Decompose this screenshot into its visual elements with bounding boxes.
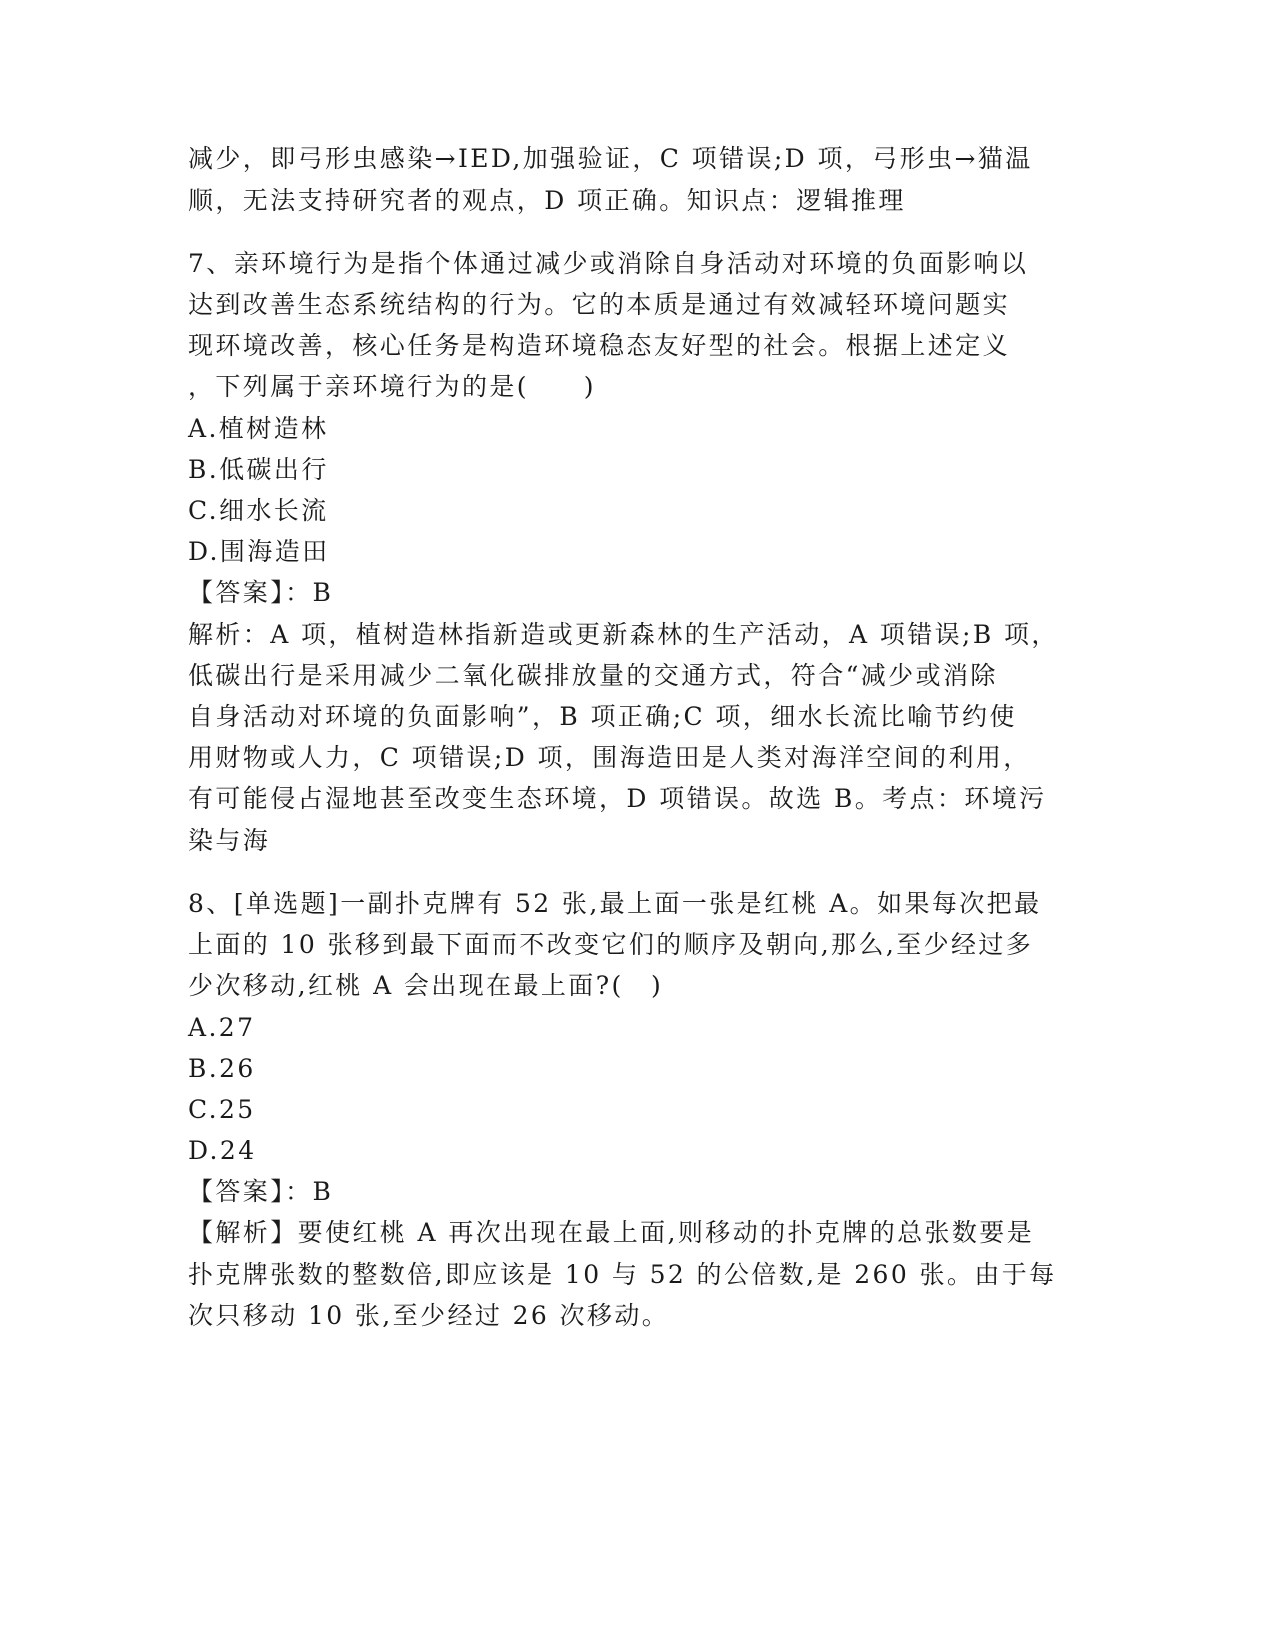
q7-stem-line: 现环境改善，核心任务是构造环境稳态友好型的社会。根据上述定义 [188, 331, 1011, 360]
q7-analysis-line: 用财物或人力，C 项错误;D 项，围海造田是人类对海洋空间的利用， [188, 743, 1031, 772]
intro-line: 顺，无法支持研究者的观点，D 项正确。知识点：逻辑推理 [188, 186, 906, 215]
q8-stem-line: 8、[单选题]一副扑克牌有 52 张,最上面一张是红桃 A。如果每次把最 [188, 889, 1042, 918]
q7-analysis-line: 染与海 [188, 826, 271, 855]
q8-answer: 【答案】：B [188, 1177, 334, 1206]
q8-option-b: B.26 [188, 1054, 256, 1083]
q8-option-c: C.25 [188, 1095, 256, 1124]
q8-analysis-line: 扑克牌张数的整数倍,即应该是 10 与 52 的公倍数,是 260 张。由于每 [188, 1260, 1057, 1289]
q7-analysis-line: 自身活动对环境的负面影响”，B 项正确;C 项，细水长流比喻节约使 [188, 702, 1017, 731]
q8-stem-line: 上面的 10 张移到最下面而不改变它们的顺序及朝向,那么,至少经过多 [188, 930, 1034, 959]
q8-stem-line: 少次移动,红桃 A 会出现在最上面?( ) [188, 971, 664, 1000]
q7-stem-line: ，下列属于亲环境行为的是( ) [188, 372, 596, 401]
q7-analysis-line: 低碳出行是采用减少二氧化碳排放量的交通方式，符合“减少或消除 [188, 661, 998, 690]
q8-option-d: D.24 [188, 1136, 257, 1165]
q7-option-a: A.植树造林 [188, 414, 329, 443]
q7-stem-line: 达到改善生态系统结构的行为。它的本质是通过有效减轻环境问题实 [188, 290, 1011, 319]
q8-analysis-line: 次只移动 10 张,至少经过 26 次移动。 [188, 1301, 670, 1330]
q7-analysis-line: 解析：A 项，植树造林指新造或更新森林的生产活动，A 项错误;B 项， [188, 620, 1059, 649]
q7-option-c: C.细水长流 [188, 496, 329, 525]
q8-option-a: A.27 [188, 1013, 256, 1042]
q7-option-b: B.低碳出行 [188, 455, 329, 484]
intro-line: 减少，即弓形虫感染→IED,加强验证，C 项错误;D 项，弓形虫→猫温 [188, 144, 1033, 173]
q7-answer: 【答案】：B [188, 578, 334, 607]
q7-stem-line: 7、亲环境行为是指个体通过减少或消除自身活动对环境的负面影响以 [188, 249, 1029, 278]
q8-analysis-line: 【解析】要使红桃 A 再次出现在最上面,则移动的扑克牌的总张数要是 [188, 1218, 1035, 1247]
q7-option-d: D.围海造田 [188, 537, 330, 566]
q7-analysis-line: 有可能侵占湿地甚至改变生态环境，D 项错误。故选 B。考点：环境污 [188, 784, 1047, 813]
